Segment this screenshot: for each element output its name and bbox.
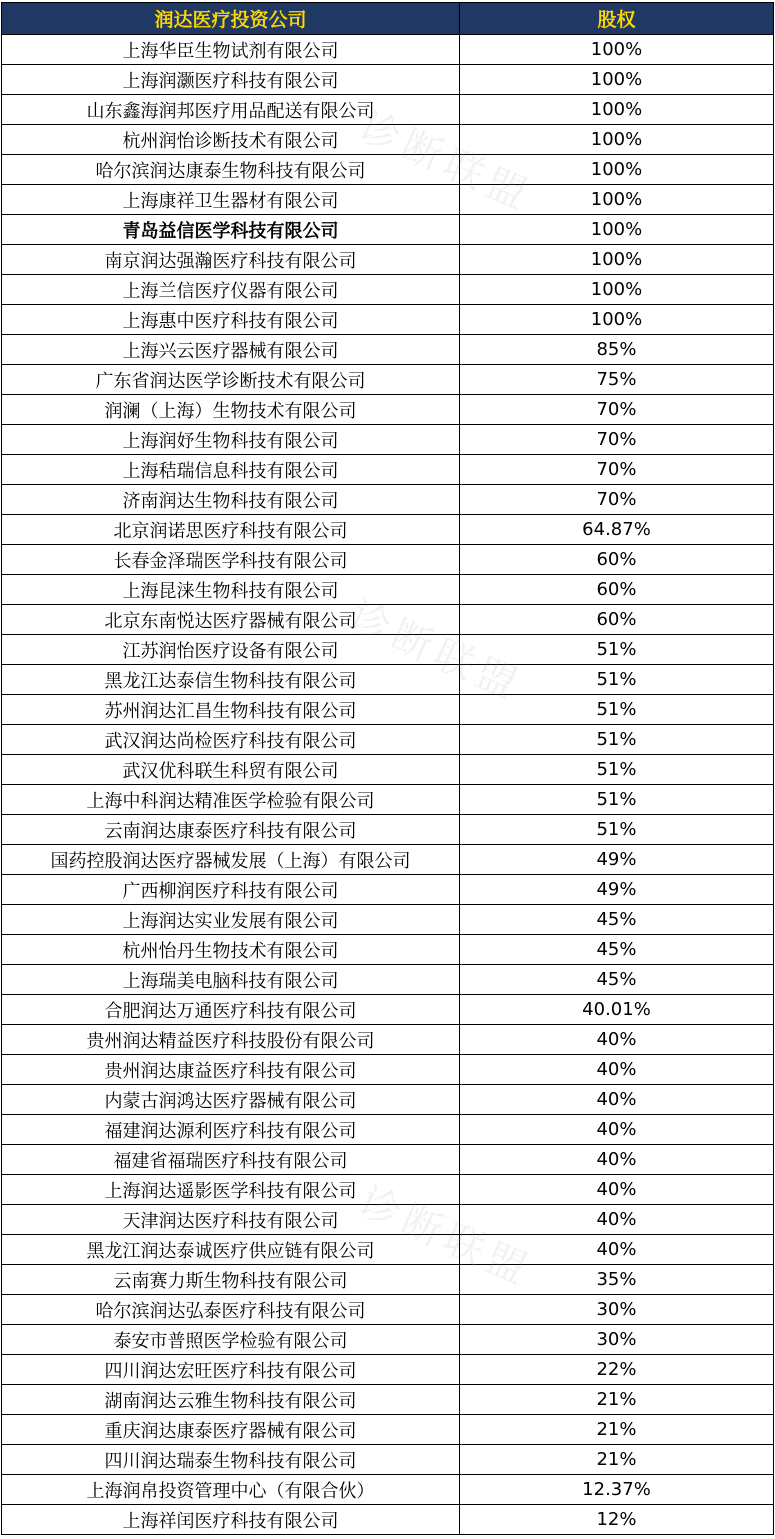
equity-cell: 21%	[460, 1445, 774, 1475]
company-name-cell: 上海华臣生物试剂有限公司	[2, 35, 460, 65]
equity-cell: 100%	[460, 275, 774, 305]
company-name-cell: 云南润达康泰医疗科技有限公司	[2, 815, 460, 845]
table-row	[2, 35, 774, 65]
company-name-cell: 云南赛力斯生物科技有限公司	[2, 1265, 460, 1295]
company-name-cell: 上海祥闰医疗科技有限公司	[2, 1505, 460, 1535]
table-header-row	[2, 3, 774, 35]
table-row	[2, 1445, 774, 1475]
table-row	[2, 515, 774, 545]
company-name-cell: 上海瑞美电脑科技有限公司	[2, 965, 460, 995]
equity-cell: 40%	[460, 1175, 774, 1205]
company-name-cell: 广西柳润医疗科技有限公司	[2, 875, 460, 905]
equity-cell: 70%	[460, 485, 774, 515]
equity-cell: 30%	[460, 1295, 774, 1325]
company-name-cell: 上海康祥卫生器材有限公司	[2, 185, 460, 215]
table-row	[2, 1505, 774, 1535]
equity-cell: 100%	[460, 65, 774, 95]
company-name-cell: 北京东南悦达医疗器械有限公司	[2, 605, 460, 635]
company-name-cell: 江苏润怡医疗设备有限公司	[2, 635, 460, 665]
company-name-cell: 哈尔滨润达康泰生物科技有限公司	[2, 155, 460, 185]
header-company: 润达医疗投资公司	[2, 3, 460, 35]
table-row	[2, 155, 774, 185]
table-row	[2, 1295, 774, 1325]
company-name-cell: 广东省润达医学诊断技术有限公司	[2, 365, 460, 395]
table-row	[2, 275, 774, 305]
table-row	[2, 395, 774, 425]
company-name-cell: 四川润达瑞泰生物科技有限公司	[2, 1445, 460, 1475]
company-name-cell: 内蒙古润鸿达医疗器械有限公司	[2, 1085, 460, 1115]
company-name-cell: 上海兰信医疗仪器有限公司	[2, 275, 460, 305]
table-row	[2, 755, 774, 785]
company-name-cell: 哈尔滨润达弘泰医疗科技有限公司	[2, 1295, 460, 1325]
table-row	[2, 335, 774, 365]
table-row	[2, 245, 774, 275]
table-row	[2, 665, 774, 695]
company-name-cell: 重庆润达康泰医疗器械有限公司	[2, 1415, 460, 1445]
table-row	[2, 125, 774, 155]
equity-cell: 60%	[460, 605, 774, 635]
company-name-cell: 长春金泽瑞医学科技有限公司	[2, 545, 460, 575]
company-name-cell: 山东鑫海润邦医疗用品配送有限公司	[2, 95, 460, 125]
company-name-cell: 上海惠中医疗科技有限公司	[2, 305, 460, 335]
company-name-cell: 青岛益信医学科技有限公司	[2, 215, 460, 245]
equity-cell: 100%	[460, 155, 774, 185]
table-row	[2, 185, 774, 215]
company-name-cell: 黑龙江达泰信生物科技有限公司	[2, 665, 460, 695]
equity-cell: 40%	[460, 1145, 774, 1175]
equity-cell: 100%	[460, 305, 774, 335]
equity-cell: 45%	[460, 965, 774, 995]
table-row	[2, 215, 774, 245]
table-row	[2, 1325, 774, 1355]
table-row	[2, 455, 774, 485]
company-name-cell: 武汉润达尚检医疗科技有限公司	[2, 725, 460, 755]
watermark: 诊断联盟	[342, 593, 529, 711]
equity-cell: 40%	[460, 1115, 774, 1145]
equity-cell: 22%	[460, 1355, 774, 1385]
equity-cell: 100%	[460, 215, 774, 245]
table-row	[2, 635, 774, 665]
company-name-cell: 杭州润怡诊断技术有限公司	[2, 125, 460, 155]
table-row	[2, 1145, 774, 1175]
equity-cell: 40%	[460, 1205, 774, 1235]
table-row	[2, 1085, 774, 1115]
equity-cell: 70%	[460, 395, 774, 425]
table-row	[2, 1025, 774, 1055]
equity-cell: 100%	[460, 185, 774, 215]
table-row	[2, 845, 774, 875]
equity-cell: 12.37%	[460, 1475, 774, 1505]
equity-cell: 30%	[460, 1325, 774, 1355]
table-row	[2, 935, 774, 965]
equity-cell: 75%	[460, 365, 774, 395]
table-row	[2, 695, 774, 725]
watermark: 诊断联盟	[352, 1178, 539, 1296]
equity-cell: 45%	[460, 905, 774, 935]
equity-cell: 60%	[460, 575, 774, 605]
table-row	[2, 1235, 774, 1265]
equity-cell: 100%	[460, 245, 774, 275]
table-row	[2, 1355, 774, 1385]
equity-cell: 40%	[460, 1055, 774, 1085]
company-name-cell: 四川润达宏旺医疗科技有限公司	[2, 1355, 460, 1385]
header-equity: 股权	[460, 3, 774, 35]
company-name-cell: 上海秸瑞信息科技有限公司	[2, 455, 460, 485]
table-row	[2, 1265, 774, 1295]
company-name-cell: 润澜（上海）生物技术有限公司	[2, 395, 460, 425]
table-row	[2, 815, 774, 845]
equity-cell: 49%	[460, 845, 774, 875]
equity-cell: 40%	[460, 1085, 774, 1115]
watermark: 诊断联盟	[352, 103, 539, 221]
table-row	[2, 1475, 774, 1505]
company-name-cell: 济南润达生物科技有限公司	[2, 485, 460, 515]
company-name-cell: 苏州润达汇昌生物科技有限公司	[2, 695, 460, 725]
equity-cell: 60%	[460, 545, 774, 575]
equity-cell: 64.87%	[460, 515, 774, 545]
company-name-cell: 上海润灏医疗科技有限公司	[2, 65, 460, 95]
equity-cell: 51%	[460, 695, 774, 725]
company-name-cell: 上海润妤生物科技有限公司	[2, 425, 460, 455]
equity-cell: 40%	[460, 1025, 774, 1055]
equity-cell: 51%	[460, 785, 774, 815]
equity-cell: 51%	[460, 665, 774, 695]
equity-cell: 100%	[460, 95, 774, 125]
equity-cell: 100%	[460, 125, 774, 155]
company-name-cell: 上海润达实业发展有限公司	[2, 905, 460, 935]
table-row	[2, 1115, 774, 1145]
company-name-cell: 上海兴云医疗器械有限公司	[2, 335, 460, 365]
equity-cell: 45%	[460, 935, 774, 965]
table-row	[2, 875, 774, 905]
company-name-cell: 贵州润达康益医疗科技有限公司	[2, 1055, 460, 1085]
equity-cell: 70%	[460, 455, 774, 485]
table-row	[2, 1415, 774, 1445]
company-name-cell: 贵州润达精益医疗科技股份有限公司	[2, 1025, 460, 1055]
table-row	[2, 605, 774, 635]
equity-cell: 70%	[460, 425, 774, 455]
table-row	[2, 1385, 774, 1415]
investment-table	[1, 2, 774, 1535]
company-name-cell: 杭州怡丹生物技术有限公司	[2, 935, 460, 965]
company-name-cell: 上海中科润达精准医学检验有限公司	[2, 785, 460, 815]
table-row	[2, 725, 774, 755]
equity-cell: 49%	[460, 875, 774, 905]
table-body	[2, 35, 774, 1535]
table-row	[2, 575, 774, 605]
company-name-cell: 合肥润达万通医疗科技有限公司	[2, 995, 460, 1025]
company-name-cell: 上海润帛投资管理中心（有限合伙）	[2, 1475, 460, 1505]
equity-cell: 51%	[460, 815, 774, 845]
table-row	[2, 425, 774, 455]
equity-cell: 51%	[460, 635, 774, 665]
table-row	[2, 965, 774, 995]
company-name-cell: 湖南润达云雅生物科技有限公司	[2, 1385, 460, 1415]
table-row	[2, 545, 774, 575]
table-row	[2, 95, 774, 125]
company-name-cell: 上海润达遥影医学科技有限公司	[2, 1175, 460, 1205]
table-row	[2, 365, 774, 395]
table-row	[2, 995, 774, 1025]
equity-cell: 51%	[460, 755, 774, 785]
company-name-cell: 国药控股润达医疗器械发展（上海）有限公司	[2, 845, 460, 875]
table-row	[2, 1175, 774, 1205]
investment-table-container	[1, 2, 773, 1536]
table-row	[2, 905, 774, 935]
company-name-cell: 天津润达医疗科技有限公司	[2, 1205, 460, 1235]
table-row	[2, 305, 774, 335]
company-name-cell: 泰安市普照医学检验有限公司	[2, 1325, 460, 1355]
company-name-cell: 南京润达强瀚医疗科技有限公司	[2, 245, 460, 275]
company-name-cell: 上海昆涞生物科技有限公司	[2, 575, 460, 605]
company-name-cell: 武汉优科联生科贸有限公司	[2, 755, 460, 785]
equity-cell: 12%	[460, 1505, 774, 1535]
company-name-cell: 北京润诺思医疗科技有限公司	[2, 515, 460, 545]
equity-cell: 100%	[460, 35, 774, 65]
equity-cell: 35%	[460, 1265, 774, 1295]
equity-cell: 21%	[460, 1415, 774, 1445]
company-name-cell: 福建润达源利医疗科技有限公司	[2, 1115, 460, 1145]
table-row	[2, 485, 774, 515]
company-name-cell: 黑龙江润达泰诚医疗供应链有限公司	[2, 1235, 460, 1265]
table-row	[2, 785, 774, 815]
table-row	[2, 1055, 774, 1085]
equity-cell: 40%	[460, 1235, 774, 1265]
table-row	[2, 1205, 774, 1235]
equity-cell: 40.01%	[460, 995, 774, 1025]
equity-cell: 85%	[460, 335, 774, 365]
company-name-cell: 福建省福瑞医疗科技有限公司	[2, 1145, 460, 1175]
equity-cell: 21%	[460, 1385, 774, 1415]
table-row	[2, 65, 774, 95]
equity-cell: 51%	[460, 725, 774, 755]
